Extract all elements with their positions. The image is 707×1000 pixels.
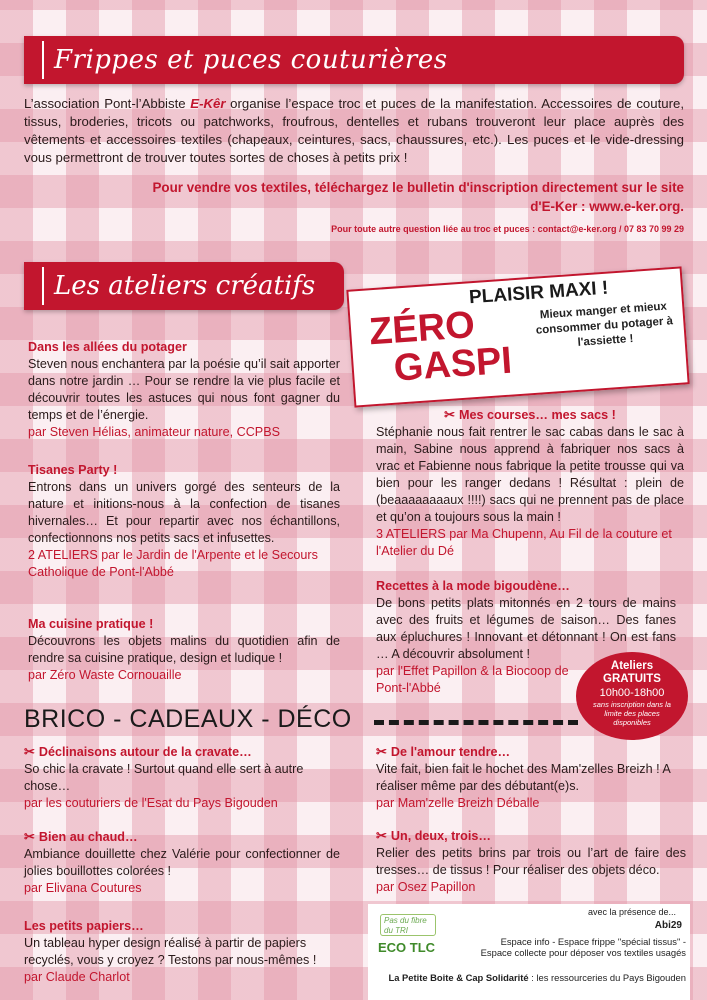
atelier-title: Recettes à la mode bigoudène… <box>376 579 570 593</box>
section-banner-frippes <box>24 36 684 84</box>
brico-item-title: Un, deux, trois… <box>390 829 491 843</box>
atelier-title-row <box>376 406 684 424</box>
scissors-icon: ✂ <box>376 828 387 843</box>
atelier-text: Stéphanie nous fait rentrer le sac cabas dans le sac à main, Sabine nous apprend à fabriquer nos sacs à vrac et Fabienne nous fabrique la petite trousse qui va bien pour les ranger dedans ! Résultat : plein de (beaaaaaaaaux !!!!) sacs qui ne prennent pas de place et qu’on a toujours sous la main ! <box>376 425 684 524</box>
brico-item-text: Un tableau hyper design réalisé à partir de papiers recyclés, vous y croyez ? Testons par nous-mêmes ! <box>24 936 317 967</box>
brand-name: E-Kêr <box>190 96 226 111</box>
brico-item-credit: par Mam'zelle Breizh Déballe <box>376 796 540 810</box>
partners-with: avec la présence de... <box>587 907 676 917</box>
atelier-title: Ma cuisine pratique ! <box>28 617 154 631</box>
brico-item-credit: par les couturiers de l'Esat du Pays Bigouden <box>24 796 278 810</box>
partners-box <box>368 904 690 1000</box>
footer-rest: : les ressourceries du Pays Bigouden <box>531 972 686 983</box>
atelier-cuisine <box>28 616 340 684</box>
promo-plaisir: PLAISIR MAXI ! <box>468 277 609 309</box>
badge-line2: GRATUITS <box>603 673 661 685</box>
gratuits-badge <box>576 652 688 740</box>
cta-line-1: Pour vendre vos textiles, téléchargez le bulletin d'inscription directement sur le site <box>152 180 684 195</box>
atelier-credit: par l'Effet Papillon & la Biocoop de Pont-l'Abbé <box>376 664 569 695</box>
brico-item-text: Vite fait, bien fait le hochet des Mam'zelles Breizh ! A réaliser même par des débutant(e)s. <box>376 762 671 793</box>
atelier-text: Découvrons les objets malins du quotidien afin de rendre sa cuisine pratique, design et ludique ! <box>28 634 340 665</box>
atelier-credit: par Steven Hélias, animateur nature, CCPBS <box>28 425 280 439</box>
badge-note: sans inscription dans la limite des places disponibles <box>593 700 671 727</box>
promo-zero: ZÉRO <box>367 304 477 354</box>
partners-abi: Abi29 <box>654 920 682 931</box>
brico-item-text: Ambiance douillette chez Valérie pour confectionner de jolies bouillottes colorées ! <box>24 847 340 878</box>
atelier-title: Tisanes Party ! <box>28 463 118 477</box>
partners-footer <box>374 972 686 983</box>
brico-item-title: Déclinaisons autour de la cravate… <box>38 745 252 759</box>
atelier-credit: par Zéro Waste Cornouaille <box>28 668 182 682</box>
brico-amour <box>376 743 686 812</box>
brico-item-credit: par Claude Charlot <box>24 970 130 984</box>
brico-item-title: De l'amour tendre… <box>390 745 511 759</box>
section-title: Frippes et puces couturières <box>54 45 448 75</box>
zero-gaspi-card <box>346 266 689 407</box>
brico-cravate <box>24 743 340 812</box>
atelier-credit: 3 ATELIERS par Ma Chupenn, Au Fil de la couture et l'Atelier du Dé <box>376 527 672 558</box>
brico-item-title: Les petits papiers… <box>24 919 144 933</box>
brico-papiers <box>24 918 340 986</box>
banner-inner <box>42 41 448 79</box>
scissors-icon: ✂ <box>24 744 35 759</box>
contact-line: Pour toute autre question liée au troc et puces : contact@e-ker.org / 07 83 70 99 29 <box>331 224 684 234</box>
section-title: Les ateliers créatifs <box>54 271 316 301</box>
footer-bold: La Petite Boite & Cap Solidarité <box>388 972 529 983</box>
brico-title-row <box>376 827 686 845</box>
brico-trois <box>376 827 686 896</box>
brico-title-row <box>24 743 340 761</box>
scissors-icon: ✂ <box>444 407 456 422</box>
atelier-title: Dans les allées du potager <box>28 340 187 354</box>
fibre-tri-logo <box>380 914 436 936</box>
brico-item-title: Bien au chaud… <box>38 830 138 844</box>
atelier-text: Entrons dans un univers gorgé des senteurs de la nature et initions-nous à la confection de tisanes hivernales… Et pour repartir avec nos échantillons, confectionnons nos petits sacs et infusettes. <box>28 480 340 545</box>
atelier-courses <box>376 406 684 560</box>
partners-espace <box>454 936 686 958</box>
promo-gaspi: GASPI <box>392 339 514 390</box>
brico-chaud <box>24 828 340 897</box>
espace-line2: Espace collecte pour déposer vos textiles usagés <box>480 947 686 958</box>
atelier-text: De bons petits plats mitonnés en 2 tours de mains avec des fruits et légumes de saison… Des fanes aux épluchures ! Innovant et détonnant ! On est fans … A découvrir absolument ! <box>376 596 676 661</box>
logo1-text: Pas du fibre du TRI <box>384 916 427 935</box>
scissors-icon: ✂ <box>376 744 387 759</box>
badge-line1: Ateliers <box>610 660 654 672</box>
brico-item-text: Relier des petits brins par trois ou l’art de faire des tresses… de tissus ! Pour réaliser des objets déco. <box>376 846 686 877</box>
intro-text-start: L’association Pont-l’Abbiste <box>24 96 186 111</box>
atelier-text: Steven nous enchantera par la poésie qu’il sait apporter dans notre jardin … Pour se rendre la vie plus facile et découvrir toutes les astuces qui nous font gagner du temps et de l’énergie. <box>28 357 340 422</box>
brico-title-row <box>24 828 340 846</box>
section1-cta <box>24 178 684 216</box>
scissors-icon: ✂ <box>24 829 35 844</box>
section-banner-ateliers <box>24 262 344 310</box>
badge-hours: 10h00-18h00 <box>599 687 665 699</box>
espace-line1: Espace info - Espace frippe "spécial tissus" - <box>500 936 686 947</box>
atelier-potager <box>28 339 340 441</box>
brico-title: BRICO - CADEAUX - DÉCO <box>24 705 352 733</box>
atelier-title: Mes courses… mes sacs ! <box>459 408 616 422</box>
section1-intro <box>24 95 684 167</box>
atelier-credit: 2 ATELIERS par le Jardin de l'Arpente et le Secours Catholique de Pont-l'Abbé <box>28 548 318 579</box>
atelier-tisanes <box>28 462 340 581</box>
promo-tagline: Mieux manger et mieux consommer du potager à l'assiette ! <box>535 300 674 349</box>
brico-dashed-rule <box>374 720 578 725</box>
banner-inner <box>42 267 315 305</box>
cta-line-2: d'E-Ker : www.e-ker.org. <box>530 199 684 214</box>
brico-item-credit: par Osez Papillon <box>376 880 476 894</box>
brico-title-row <box>376 743 686 761</box>
ecotlc-logo: ECO TLC <box>378 940 436 955</box>
intro-text-end: organise l’espace troc et puces de la manifestation. Accessoires de couture, tissus, broderies, tricots ou patchworks, froufrous, dentelles et rubans trouveront leur place auprès des vêtements et accessoires textiles (chapeaux, ceintures, sacs, chaussures, etc.). Les puces et le vide-dressing vous permettront de trouver toutes sortes de choses à petits prix ! <box>24 96 684 165</box>
brico-item-credit: par Elivana Coutures <box>24 881 142 895</box>
brico-item-text: So chic la cravate ! Surtout quand elle sert à autre chose… <box>24 762 304 793</box>
